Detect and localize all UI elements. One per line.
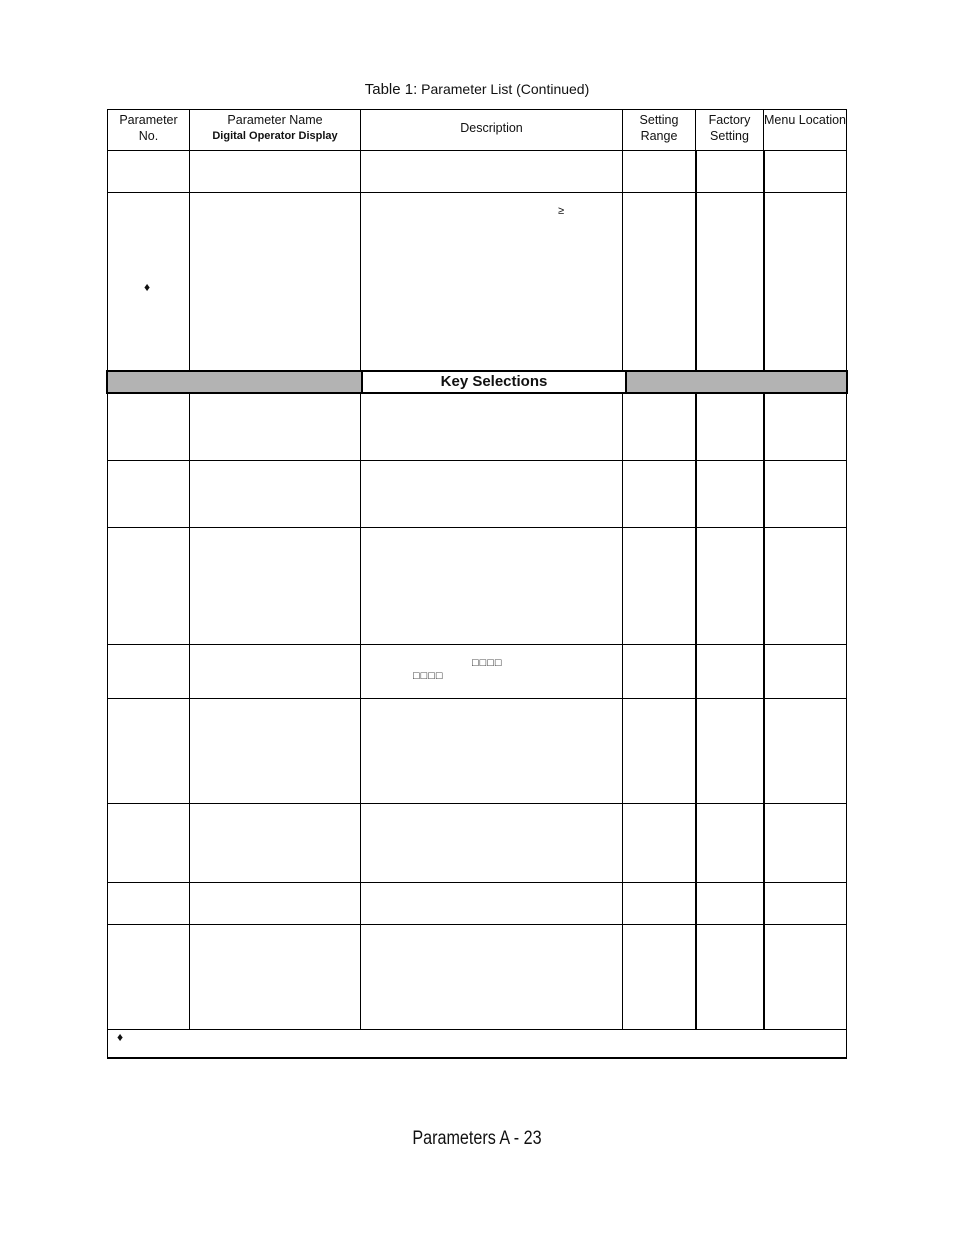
row-line <box>107 1029 847 1030</box>
col-divider-3 <box>622 109 623 371</box>
geq-symbol: ≥ <box>558 205 565 217</box>
row-line <box>107 527 847 528</box>
col-divider-1 <box>189 109 190 371</box>
row-line <box>107 803 847 804</box>
row-line <box>107 882 847 883</box>
table-bottom-border <box>107 1057 847 1059</box>
col-divider-3-lower <box>622 394 623 1030</box>
row-line <box>107 460 847 461</box>
header-parameter-name-sub: Digital Operator Display <box>212 130 338 142</box>
key-selections-bar <box>106 370 848 394</box>
row-line <box>107 924 847 925</box>
display-boxes-2: □□□□ <box>413 670 444 682</box>
page-footer: Parameters A - 23 <box>412 1128 542 1149</box>
col-divider-1-lower <box>189 394 190 1030</box>
header-setting-range: Setting Range <box>639 113 679 143</box>
col-divider-5-lower <box>763 394 765 1030</box>
row-line <box>107 192 847 193</box>
header-factory-setting: Factory Setting <box>708 113 751 143</box>
row-line <box>107 698 847 699</box>
header-description: Description <box>460 121 523 135</box>
col-divider-4 <box>695 150 697 371</box>
display-boxes-1: □□□□ <box>472 657 503 669</box>
col-divider-5 <box>763 150 765 371</box>
caption-text: Parameter List (Continued) <box>421 81 590 97</box>
header-menu-location: Menu Location <box>764 113 847 127</box>
parameter-table <box>107 109 847 1059</box>
row-line <box>107 150 847 151</box>
col-divider-2 <box>360 109 361 371</box>
table-caption <box>0 81 954 98</box>
footnote-diamond-icon: ♦ <box>117 1030 124 1044</box>
diamond-icon: ♦ <box>144 280 151 294</box>
caption-lead: Table 1: <box>364 81 418 98</box>
col-divider-2-lower <box>360 394 361 1030</box>
col-divider-4-lower <box>695 394 697 1030</box>
header-parameter-name-cell <box>190 112 360 144</box>
header-parameter-name: Parameter Name <box>227 113 323 127</box>
key-selections-label: Key Selections <box>361 372 627 392</box>
row-line <box>107 644 847 645</box>
header-parameter-no: Parameter No. <box>119 113 178 143</box>
